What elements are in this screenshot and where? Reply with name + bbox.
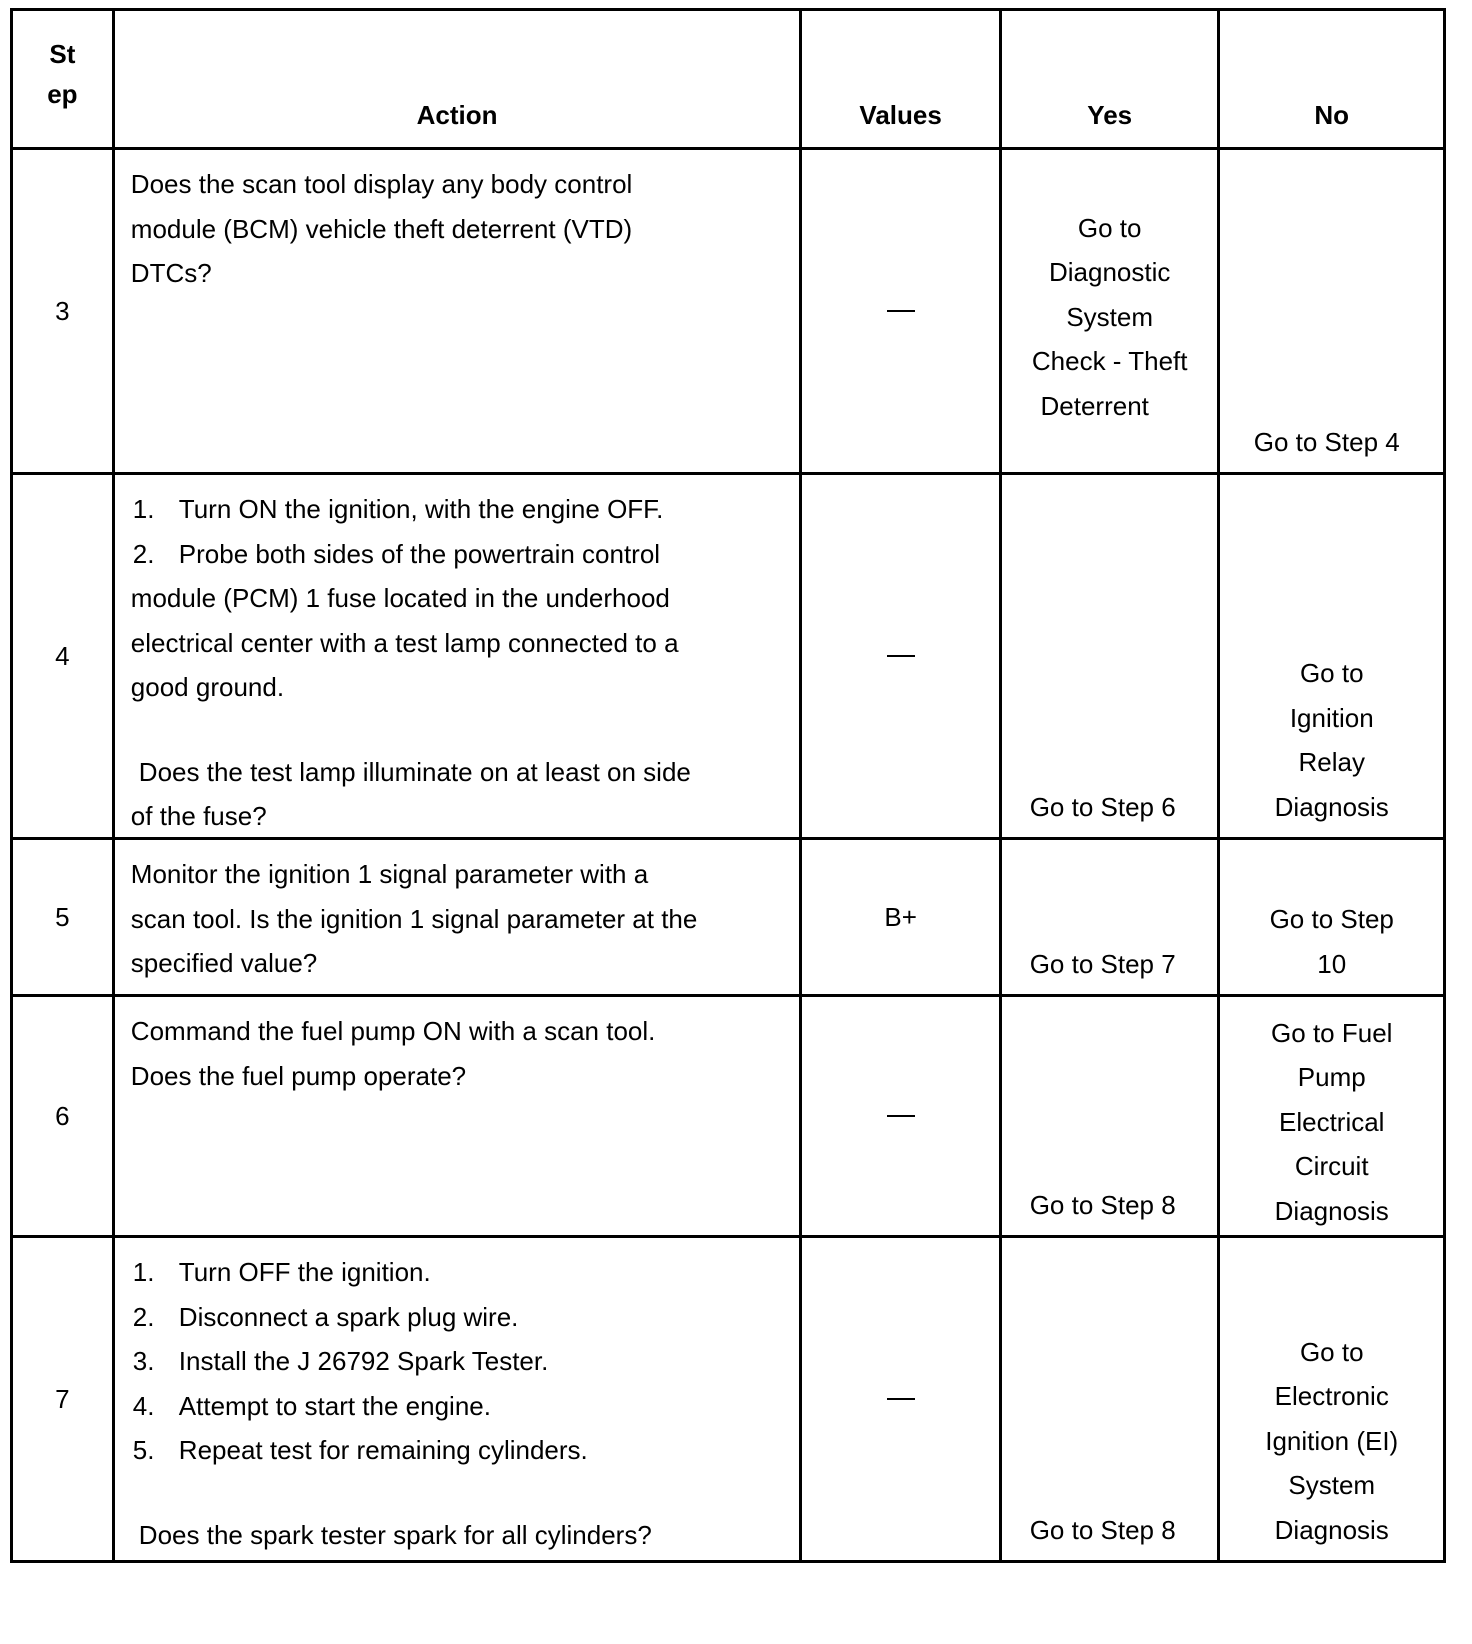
action-line: Command the fuel pump ON with a scan tool.	[130, 1016, 656, 1046]
header-step-line1: St	[49, 39, 76, 69]
action-line: Monitor the ignition 1 signal parameter with a	[130, 859, 649, 889]
step-number: 3	[13, 150, 115, 472]
action-line: Does the scan tool display any body control	[130, 169, 633, 199]
no-cell	[1220, 1238, 1446, 1560]
no-line: Diagnosis	[1274, 1514, 1389, 1545]
table-row	[10, 472, 1446, 837]
diagnostic-table	[10, 8, 1446, 1563]
yes-line: Deterrent	[1040, 390, 1149, 421]
no-line: Go to Fuel	[1271, 1017, 1393, 1048]
no-line: Relay	[1298, 747, 1365, 777]
no-line: Ignition (EI)	[1265, 1425, 1399, 1456]
no-line: Go to Step 4	[1253, 426, 1400, 457]
no-line: Diagnosis	[1274, 791, 1389, 822]
action-cell	[115, 840, 803, 994]
yes-line: Go to	[1077, 212, 1142, 243]
yes-line: System	[1066, 301, 1154, 332]
header-step	[13, 11, 115, 147]
yes-cell	[1002, 840, 1221, 994]
header-yes: Yes	[1002, 11, 1221, 147]
table-row	[10, 837, 1446, 994]
action-line: good ground.	[130, 672, 285, 702]
no-line: System	[1288, 1470, 1376, 1500]
value-cell	[802, 1238, 1002, 1560]
step-number: 7	[13, 1238, 115, 1560]
dash-value	[887, 655, 915, 657]
yes-line: Go to Step 7	[1029, 948, 1176, 979]
header-step-line2: ep	[47, 79, 78, 109]
action-list-item: 1. Turn OFF the ignition.	[132, 1257, 431, 1287]
action-line: module (PCM) 1 fuse located in the underhood	[130, 583, 670, 613]
yes-cell	[1002, 150, 1221, 472]
question-line: of the fuse?	[130, 801, 267, 831]
action-line: DTCs?	[130, 258, 212, 288]
no-line: Electrical	[1278, 1106, 1385, 1137]
no-cell	[1220, 475, 1446, 837]
no-cell	[1220, 997, 1446, 1235]
yes-line: Go to Step 6	[1029, 791, 1176, 822]
step-number: 4	[13, 475, 115, 837]
action-list-item: 4. Attempt to start the engine.	[132, 1390, 491, 1421]
action-list-item: 2. Disconnect a spark plug wire.	[132, 1301, 519, 1332]
action-cell	[115, 150, 803, 472]
table-header-row	[10, 8, 1446, 147]
no-line: Go to Step	[1269, 904, 1394, 934]
no-line: Diagnosis	[1274, 1195, 1389, 1226]
no-line: 10	[1317, 948, 1347, 979]
step-number: 6	[13, 997, 115, 1235]
yes-cell	[1002, 997, 1221, 1235]
action-cell	[115, 475, 803, 837]
yes-line: Check - Theft	[1031, 346, 1188, 377]
value-cell: B+	[802, 840, 1002, 994]
header-action: Action	[115, 11, 803, 147]
yes-line: Go to Step 8	[1029, 1514, 1176, 1545]
action-list-item: 5. Repeat test for remaining cylinders.	[132, 1435, 588, 1465]
action-line: Does the fuel pump operate?	[130, 1060, 467, 1091]
no-line: Pump	[1297, 1062, 1366, 1093]
action-line: specified value?	[130, 948, 318, 978]
yes-cell	[1002, 1238, 1221, 1560]
dash-value	[887, 1115, 915, 1117]
yes-cell	[1002, 475, 1221, 837]
dash-value	[887, 1398, 915, 1400]
question-line: Does the spark tester spark for all cylinders?	[138, 1519, 652, 1550]
action-line: scan tool. Is the ignition 1 signal parameter at the	[130, 903, 698, 934]
table-row	[10, 994, 1446, 1235]
no-line: Electronic	[1274, 1381, 1389, 1411]
value-cell	[802, 475, 1002, 837]
no-line: Ignition	[1289, 702, 1374, 733]
no-line: Go to	[1299, 1336, 1364, 1367]
table-row	[10, 1235, 1446, 1563]
dash-value	[887, 310, 915, 312]
action-cell	[115, 997, 803, 1235]
header-values: Values	[802, 11, 1002, 147]
step-number: 5	[13, 840, 115, 994]
no-line: Go to	[1299, 658, 1364, 688]
no-cell	[1220, 150, 1446, 472]
value-cell	[802, 150, 1002, 472]
question-line: Does the test lamp illuminate on at least on side	[138, 756, 691, 787]
table-row	[10, 147, 1446, 472]
action-line: module (BCM) vehicle theft deterrent (VTD)	[130, 213, 633, 244]
yes-line: Go to Step 8	[1029, 1189, 1176, 1220]
action-line: electrical center with a test lamp connected to a	[130, 627, 679, 658]
action-cell	[115, 1238, 803, 1560]
header-no: No	[1220, 11, 1446, 147]
action-list-item: 1. Turn ON the ignition, with the engine OFF.	[132, 494, 664, 524]
no-line: Circuit	[1294, 1151, 1369, 1182]
no-cell	[1220, 840, 1446, 994]
action-list-item: 2. Probe both sides of the powertrain control	[132, 538, 661, 569]
value-cell	[802, 997, 1002, 1235]
action-list-item: 3. Install the J 26792 Spark Tester.	[132, 1346, 549, 1376]
yes-line: Diagnostic	[1048, 257, 1171, 288]
